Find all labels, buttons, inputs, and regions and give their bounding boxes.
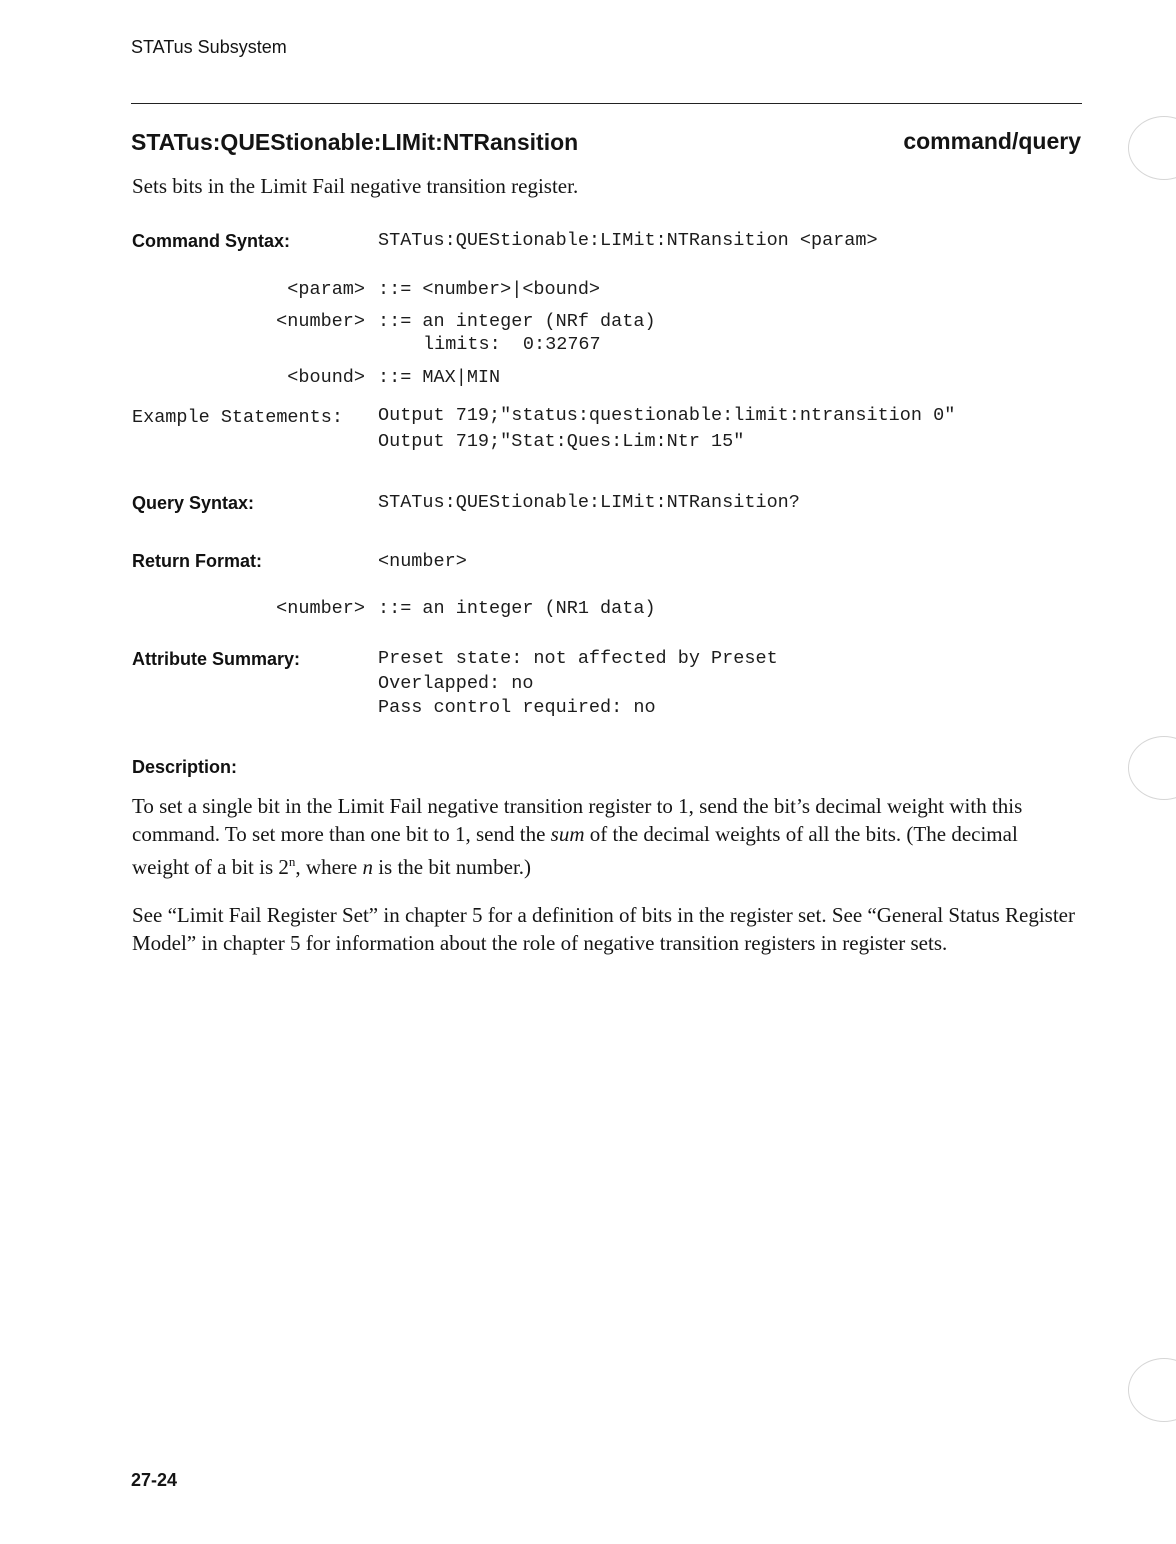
command-syntax-label: Command Syntax: (132, 231, 291, 251)
bound-definition: ::= MAX|MIN (378, 367, 501, 388)
page-number: 27-24 (131, 1470, 178, 1490)
description-label: Description: (132, 757, 238, 777)
attribute-line-3: Pass control required: no (378, 697, 656, 718)
attribute-line-2: Overlapped: no (378, 673, 534, 694)
command-type: command/query (903, 128, 1081, 154)
punch-hole-top (1128, 116, 1176, 180)
example-line-1: Output 719;"status:questionable:limit:ntransition 0" (378, 405, 956, 426)
query-syntax-value: STATus:QUEStionable:LIMit:NTRansition? (378, 492, 800, 513)
emphasis-sum: sum (550, 821, 585, 846)
return-number-definition: ::= an integer (NR1 data) (378, 598, 656, 619)
number-term: <number> (276, 311, 365, 332)
attribute-summary-label: Attribute Summary: (132, 649, 301, 669)
example-line-2: Output 719;"Stat:Ques:Lim:Ntr 15" (378, 431, 745, 452)
return-format-value: <number> (378, 551, 467, 572)
emphasis-n: n (362, 855, 373, 879)
query-syntax-label: Query Syntax: (132, 493, 255, 513)
superscript-n: n (288, 854, 296, 869)
punch-hole-bottom (1128, 1358, 1176, 1422)
description-paragraph-1: To set a single bit in the Limit Fail negative transition register to 1, send the bit’s decimal weight with this command. To set more than one bit to 1, send the sum of the decimal weights of all the bits. (The decimal weight of a bit is 2$^n$, where n is the bit number.) (132, 794, 1023, 879)
bound-term: <bound> (287, 367, 365, 388)
return-format-label: Return Format: (132, 551, 262, 571)
punch-hole-middle (1128, 736, 1176, 800)
header-rule (131, 103, 1082, 104)
limits-definition: limits: 0:32767 (423, 334, 601, 355)
param-definition: ::= <number>|<bound> (378, 279, 601, 300)
running-header: STATus Subsystem (131, 37, 287, 57)
description-paragraph-2: See “Limit Fail Register Set” in chapter 5 for a definition of bits in the register set. See “General Status Register Model” in chapter 5 for information about the role of negative transition registers in register sets. (132, 903, 1075, 955)
param-term: <param> (287, 279, 365, 300)
page-title: STATus:QUEStionable:LIMit:NTRansition (131, 129, 579, 155)
command-syntax-value: STATus:QUEStionable:LIMit:NTRansition <param> (378, 230, 878, 251)
attribute-line-1: Preset state: not affected by Preset (378, 648, 778, 669)
number-definition: ::= an integer (NRf data) (378, 311, 656, 332)
return-number-term: <number> (276, 598, 365, 619)
summary-text: Sets bits in the Limit Fail negative transition register. (132, 174, 579, 198)
example-statements-label: Example Statements: (132, 407, 343, 428)
